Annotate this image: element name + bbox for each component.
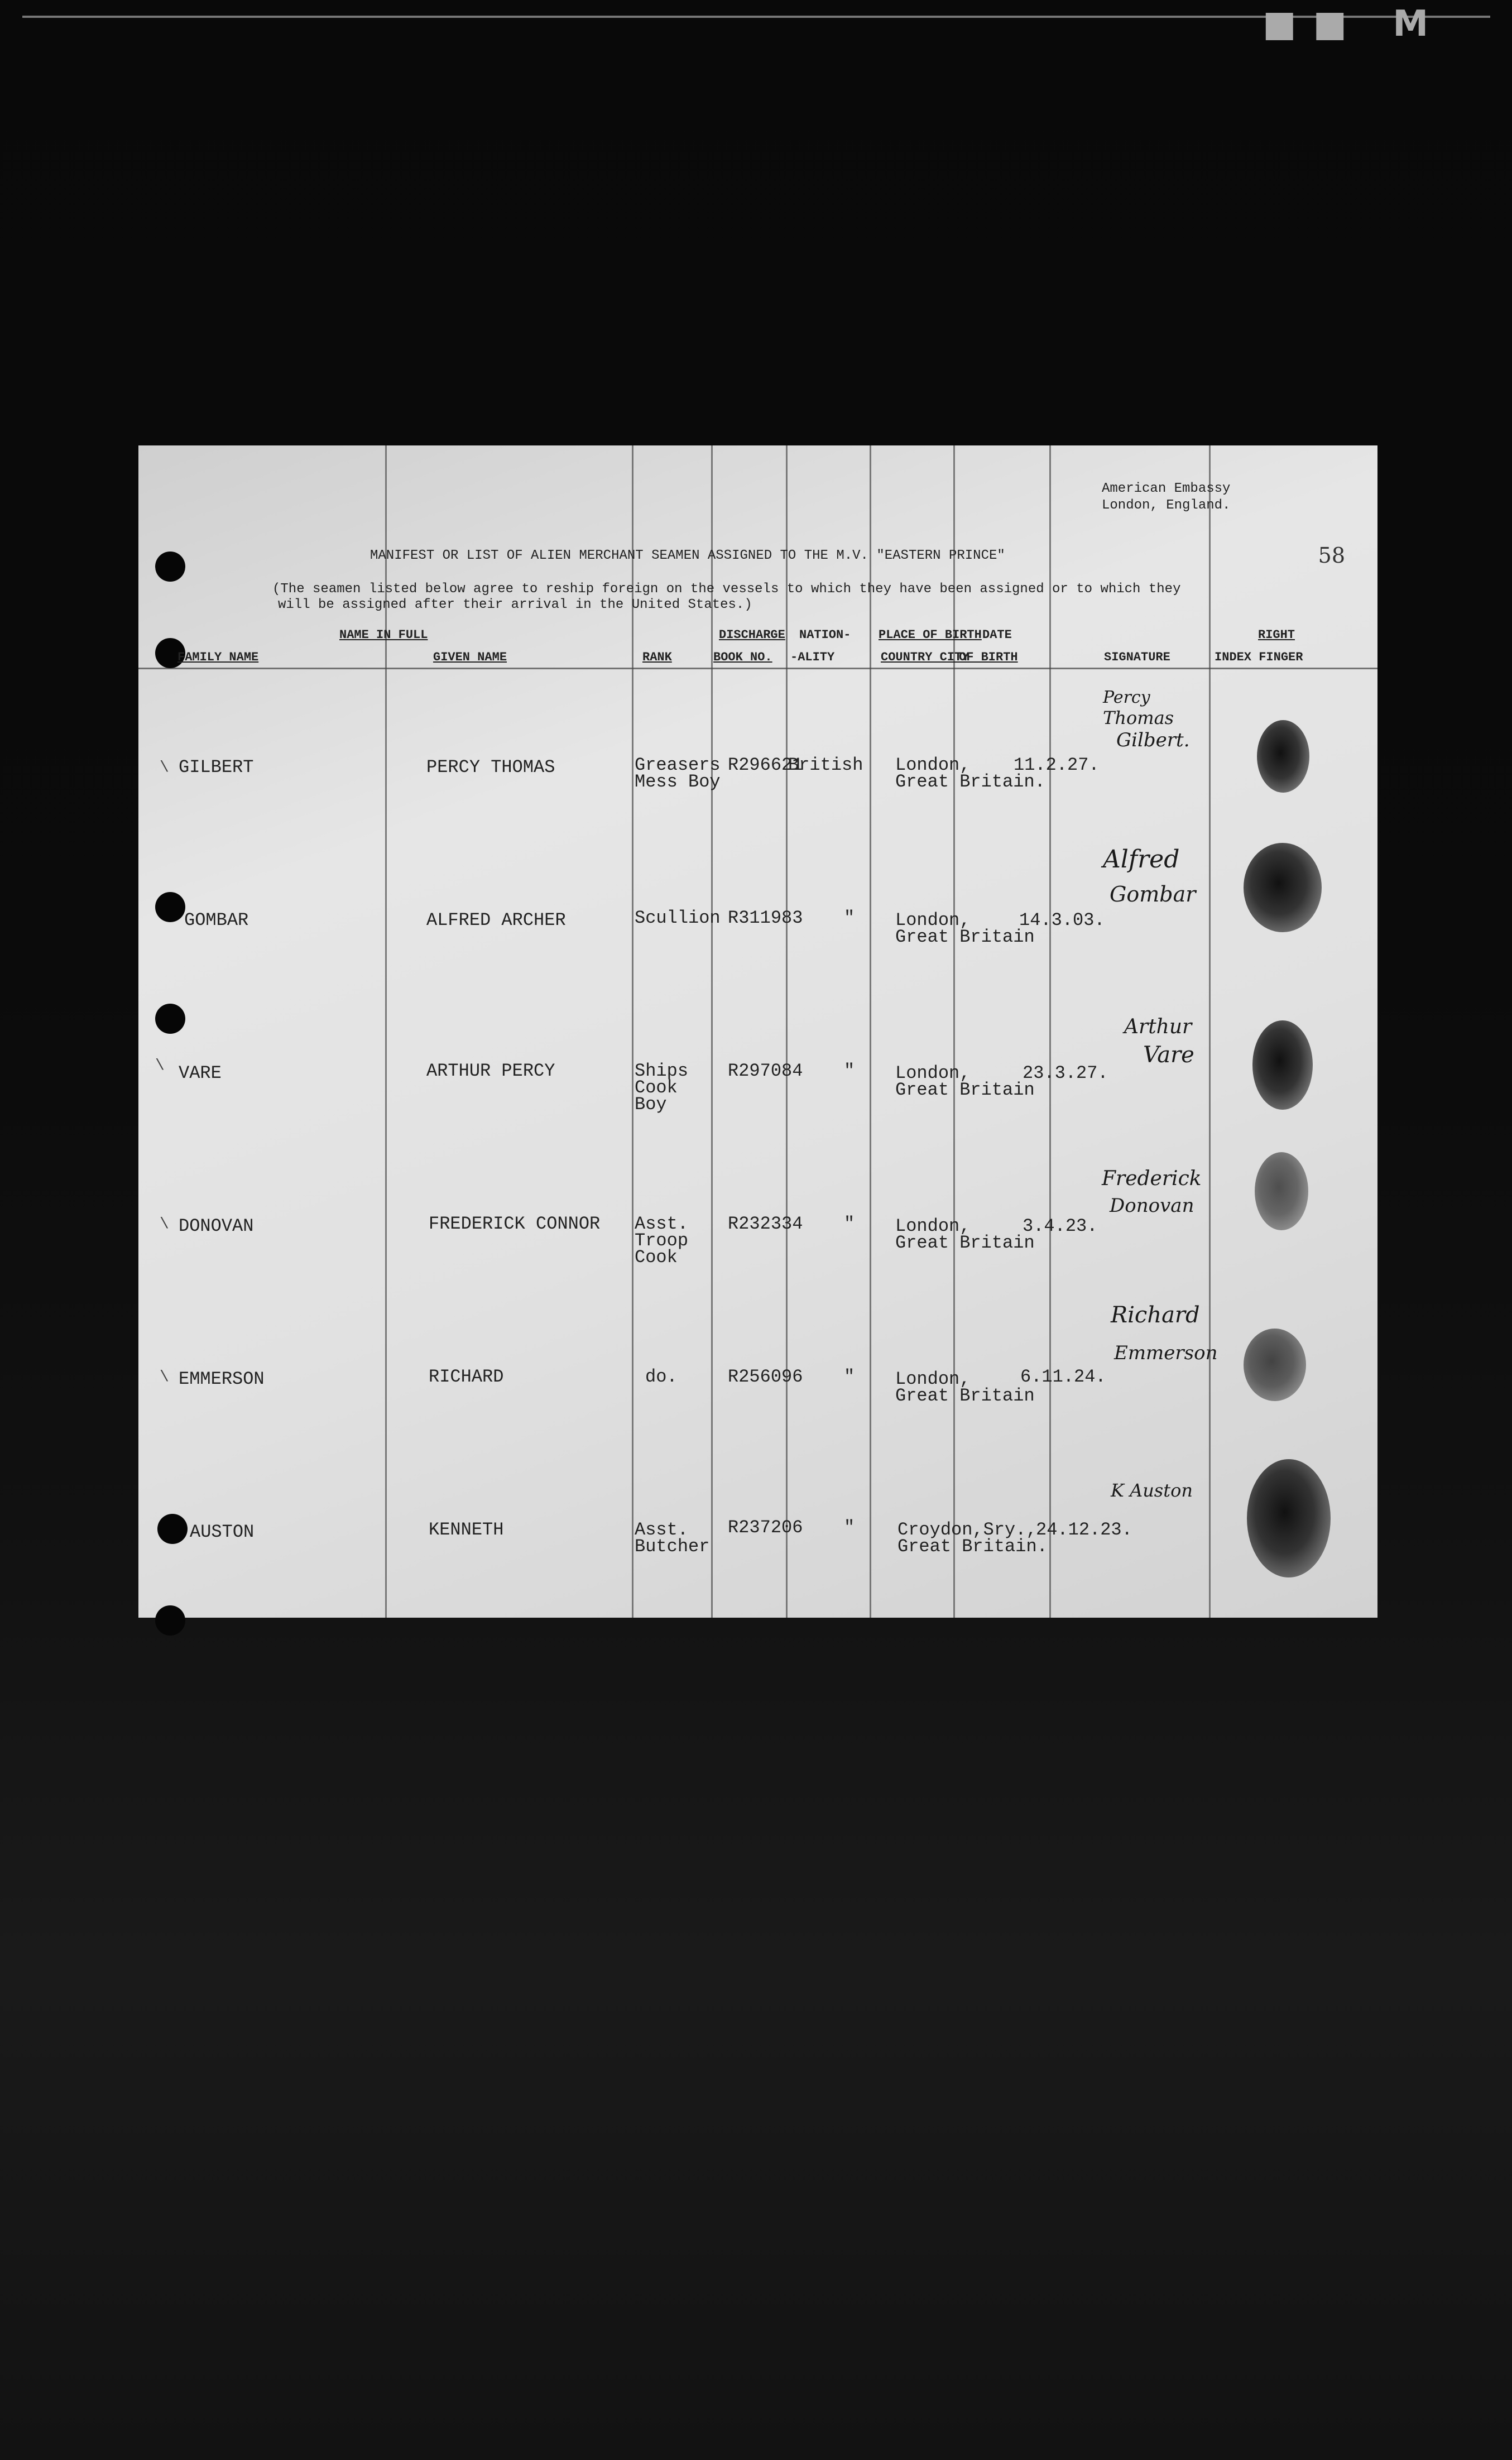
header-of-birth: OF BIRTH <box>959 650 1018 664</box>
rank: Scullion <box>635 908 721 928</box>
birth-country: Great Britain <box>895 1385 1035 1406</box>
film-frame-code: ■■ M <box>1263 3 1445 45</box>
header-country-city: COUNTRY CITY <box>881 650 969 664</box>
book-number: R296621 <box>728 755 803 775</box>
family-name: DONOVAN <box>179 1216 254 1236</box>
header-name-in-full: NAME IN FULL <box>339 628 428 642</box>
signature: K Auston <box>1111 1480 1193 1501</box>
punch-hole <box>155 552 185 582</box>
rank: Cook <box>635 1077 678 1098</box>
birth-country: Great Britain <box>895 927 1035 947</box>
date-of-birth: 3.4.23. <box>1023 1216 1098 1236</box>
family-name: VARE <box>179 1063 222 1083</box>
given-name: ALFRED ARCHER <box>426 910 566 931</box>
column-rule <box>1209 445 1211 1618</box>
rank: Cook <box>635 1247 678 1268</box>
rank: Greasers <box>635 755 721 775</box>
rank: do. <box>645 1366 678 1387</box>
book-number: R237206 <box>728 1517 803 1538</box>
signature: Frederick <box>1102 1167 1202 1190</box>
nationality: " <box>844 1517 855 1538</box>
family-name: GOMBAR <box>184 910 249 931</box>
nationality: " <box>844 1366 855 1387</box>
nationality: " <box>844 1061 855 1081</box>
header-date: DATE <box>982 628 1012 642</box>
rank: Asst. <box>635 1214 689 1234</box>
birth-place: Croydon,Sry., <box>897 1519 1037 1540</box>
manifest-document <box>138 445 1377 1618</box>
signature: Arthur <box>1124 1015 1192 1038</box>
punch-hole <box>157 1514 188 1544</box>
punch-hole <box>155 892 185 922</box>
header-rule <box>138 668 1377 669</box>
header-signature: SIGNATURE <box>1104 650 1170 664</box>
birth-place: London, <box>895 1063 971 1083</box>
header-place-of-birth: PLACE OF BIRTH <box>879 628 982 642</box>
column-rule <box>711 445 713 1618</box>
signature: Alfred <box>1103 845 1180 874</box>
date-of-birth: 6.11.24. <box>1020 1366 1106 1387</box>
header-family-name: FAMILY NAME <box>177 650 259 664</box>
given-name: RICHARD <box>429 1366 504 1387</box>
rank: Ships <box>635 1061 689 1081</box>
rank: Butcher <box>635 1536 710 1557</box>
column-rule <box>786 445 788 1618</box>
birth-place: London, <box>895 1369 971 1389</box>
header-ality: -ALITY <box>790 650 835 664</box>
fingerprint-image <box>1244 843 1322 932</box>
document-title: MANIFEST OR LIST OF ALIEN MERCHANT SEAMEN ASSIGNED TO THE M.V. "EASTERN PRINCE" <box>370 548 1005 563</box>
header-discharge: DISCHARGE <box>719 628 785 642</box>
fingerprint-image <box>1244 1329 1306 1401</box>
film-frame-marks <box>0 0 1512 50</box>
given-name: PERCY THOMAS <box>426 757 555 778</box>
column-rule <box>385 445 387 1618</box>
punch-hole <box>155 1004 185 1034</box>
nationality: " <box>844 908 855 928</box>
document-subtitle-2: will be assigned after their arrival in the United States.) <box>278 597 752 612</box>
column-rule <box>870 445 871 1618</box>
book-number: R256096 <box>728 1366 803 1387</box>
given-name: KENNETH <box>429 1519 504 1540</box>
rank: Asst. <box>635 1519 689 1540</box>
check-mark: \ <box>160 759 169 776</box>
signature: Percy <box>1103 688 1150 707</box>
book-number: R311983 <box>728 908 803 928</box>
book-number: R232334 <box>728 1214 803 1234</box>
signature: Gilbert. <box>1116 729 1190 751</box>
date-of-birth: 11.2.27. <box>1014 755 1100 775</box>
family-name: EMMERSON <box>179 1369 265 1389</box>
birth-place: London, <box>895 1216 971 1236</box>
birth-country: Great Britain <box>895 1080 1035 1100</box>
header-rank: RANK <box>642 650 672 664</box>
punch-hole <box>155 1605 185 1636</box>
date-of-birth: 23.3.27. <box>1023 1063 1108 1083</box>
signature: Thomas <box>1103 707 1174 728</box>
rank: Boy <box>635 1094 667 1115</box>
page-number: 58 <box>1318 543 1345 568</box>
rank: Mess Boy <box>635 771 721 792</box>
fingerprint-image <box>1247 1459 1331 1577</box>
nationality: " <box>844 1214 855 1234</box>
embassy-line-2: London, England. <box>1102 498 1231 513</box>
given-name: FREDERICK CONNOR <box>429 1214 601 1234</box>
date-of-birth: 24.12.23. <box>1036 1519 1132 1540</box>
header-book-no: BOOK NO. <box>713 650 772 664</box>
family-name: AUSTON <box>190 1522 255 1542</box>
fingerprint-image <box>1255 1152 1308 1230</box>
fingerprint-image <box>1257 720 1309 793</box>
given-name: ARTHUR PERCY <box>426 1061 555 1081</box>
signature: Donovan <box>1110 1195 1194 1217</box>
header-index-finger: INDEX FINGER <box>1215 650 1303 664</box>
birth-place: London, <box>895 755 971 775</box>
check-mark: \ <box>160 1369 169 1386</box>
signature: Emmerson <box>1114 1342 1218 1364</box>
document-subtitle-1: (The seamen listed below agree to reship foreign on the vessels to which they have been assigned or to which they <box>272 582 1181 597</box>
signature: Vare <box>1143 1042 1194 1068</box>
header-given-name: GIVEN NAME <box>433 650 507 664</box>
column-rule <box>632 445 633 1618</box>
date-of-birth: 14.3.03. <box>1019 910 1105 931</box>
birth-country: Great Britain. <box>897 1536 1048 1557</box>
check-mark: \ <box>155 1057 165 1075</box>
birth-country: Great Britain <box>895 1233 1035 1253</box>
check-mark: \ <box>160 1216 169 1233</box>
birth-country: Great Britain. <box>895 771 1045 792</box>
column-rule <box>1049 445 1051 1618</box>
family-name: GILBERT <box>179 757 254 778</box>
embassy-line-1: American Embassy <box>1102 481 1231 496</box>
rank: Troop <box>635 1230 689 1251</box>
column-rule <box>953 445 955 1618</box>
header-nation: NATION- <box>799 628 851 642</box>
signature: Gombar <box>1110 882 1196 907</box>
signature: Richard <box>1111 1302 1200 1328</box>
nationality: British <box>788 755 863 775</box>
book-number: R297084 <box>728 1061 803 1081</box>
fingerprint-image <box>1252 1020 1313 1110</box>
birth-place: London, <box>895 910 971 931</box>
header-right: RIGHT <box>1258 628 1295 642</box>
